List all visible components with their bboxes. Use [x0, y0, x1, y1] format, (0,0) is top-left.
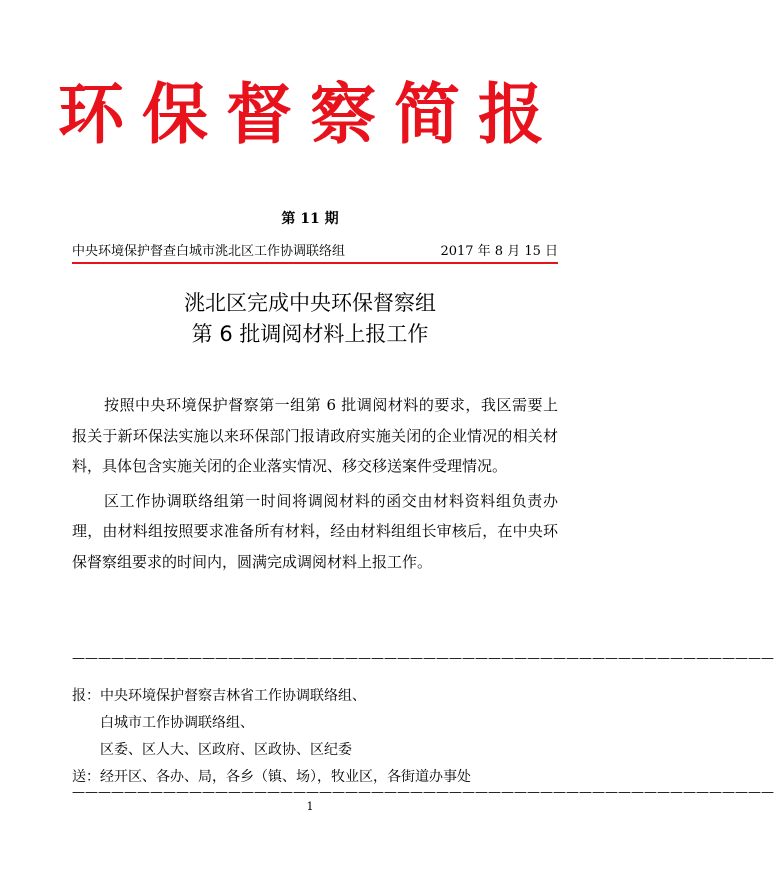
article-title-line-1: 洮北区完成中央环保督察组	[184, 291, 436, 315]
separator-top: ——————————————————————————————————————————————————————	[72, 651, 774, 666]
report-line-2: 白城市工作协调联络组、	[100, 715, 254, 731]
send-label: 送：	[72, 769, 100, 785]
masthead-title: 环保督察简报	[58, 76, 562, 153]
report-row	[72, 683, 558, 710]
distribution-list	[72, 683, 558, 791]
article-title-line-2: 第 6 批调阅材料上报工作	[191, 322, 429, 346]
article-paragraph-1: 按照中央环境保护督察第一组第 6 批调阅材料的要求，我区需要上报关于新环保法实施以来环保部门报请政府实施关闭的企业情况的相关材料，具体包含实施关闭的企业落实情况、移交移送案件受理情况。	[72, 396, 558, 475]
article-title	[0, 288, 620, 350]
send-line: 经开区、各办、局，各乡（镇、场），牧业区，各街道办事处	[100, 769, 471, 785]
separator-bottom: ——————————————————————————————————————————————————————	[72, 785, 774, 800]
issue-date: 2017 年 8 月 15 日	[440, 244, 558, 259]
page-number: 1	[306, 800, 314, 813]
article-paragraph-2: 区工作协调联络组第一时间将调阅材料的函交由材料资料组负责办理，由材料组按照要求准备所有材料，经由材料组组长审核后，在中央环保督察组要求的时间内，圆满完成调阅材料上报工作。	[72, 491, 558, 571]
report-line-3: 区委、区人大、区政府、区政协、区纪委	[100, 742, 352, 758]
issuer-org: 中央环境保护督查白城市洮北区工作协调联络组	[72, 244, 346, 259]
issue-number: 第 11 期	[281, 211, 339, 227]
red-divider	[72, 262, 558, 264]
report-line-1: 中央环境保护督察吉林省工作协调联络组、	[100, 688, 366, 704]
report-row-3	[72, 737, 558, 764]
report-row-2	[72, 710, 558, 737]
article-body	[72, 390, 558, 577]
report-label: 报：	[72, 688, 100, 704]
